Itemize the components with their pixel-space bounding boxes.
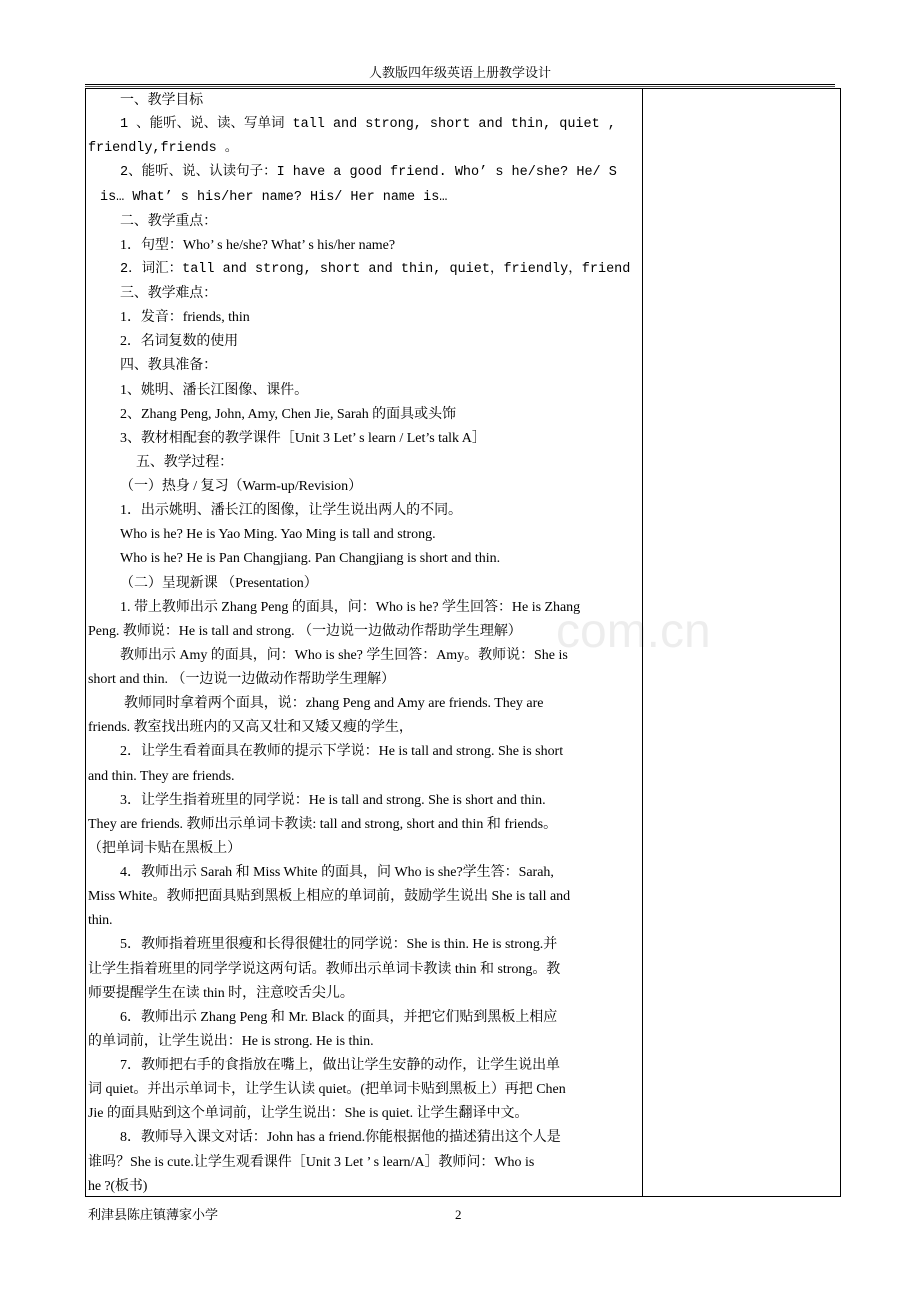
text-line: short and thin. （一边说一边做动作帮助学生理解）: [88, 672, 396, 687]
text-line: he ?(板书): [88, 1178, 148, 1194]
section-heading-objectives: 一、教学目标: [120, 93, 203, 108]
lesson-plan-table: [85, 88, 841, 1197]
text-line: 1. 带上教师出示 Zhang Peng 的面具，问：Who is he? 学生回答：He is Zhang: [120, 599, 581, 615]
text-line: 6．教师出示 Zhang Peng 和 Mr. Black 的面具，并把它们贴到黑板上相应: [120, 1009, 558, 1025]
text-line: 教师出示 Amy 的面具，问：Who is she? 学生回答：Amy。教师说：She is: [120, 647, 568, 663]
text-line: 2、Zhang Peng, John, Amy, Chen Jie, Sarah 的面具或头饰: [120, 406, 457, 422]
footer-page-number: 2: [455, 1207, 462, 1222]
text-line: （把单词卡贴在黑板上）: [88, 840, 241, 856]
text-line: 1．句型：Who’ s he/she? What’ s his/her name?: [120, 237, 396, 253]
text-line: 谁吗？She is cute.让学生观看课件［Unit 3 Let ’ s learn/A］教师问：Who is: [88, 1154, 535, 1170]
text-line: 2．词汇：tall and strong, short and thin, quiet，friendly，friend: [120, 261, 631, 277]
text-line: Miss White。教师把面具贴到黑板上相应的单词前，鼓励学生说出 She is tall and: [88, 889, 571, 905]
text-line: Jie 的面具贴到这个单词前，让学生说出：She is quiet. 让学生翻译中文。: [88, 1106, 529, 1122]
text-line: Peng. 教师说：He is tall and strong. （一边说一边做动作帮助学生理解）: [88, 623, 522, 639]
section-heading-key-points: 二、教学重点：: [120, 213, 217, 229]
text-line: 词 quiet。并出示单词卡，让学生认读 quiet。(把单词卡贴到黑板上）再把 Chen: [88, 1082, 566, 1098]
text-line: and thin. They are friends.: [88, 768, 235, 784]
text-line: 的单词前，让学生说出：He is strong. He is thin.: [88, 1033, 374, 1049]
text-line: 8．教师导入课文对话：John has a friend.你能根据他的描述猜出这个人是: [120, 1130, 561, 1146]
page-header: [0, 64, 920, 82]
text-line: 1、姚明、潘长江图像、课件。: [120, 382, 309, 398]
text-line: 3、教材相配套的教学课件［Unit 3 Let’ s learn / Let’s talk A］: [120, 430, 486, 446]
text-line: 4．教师出示 Sarah 和 Miss White 的面具，问 Who is she?学生答：Sarah,: [120, 865, 554, 880]
text-line: 师要提醒学生在读 thin 时，注意咬舌尖儿。: [88, 985, 354, 1001]
lesson-content-cell: [86, 89, 643, 1196]
subsection-heading-warm-up: （一）热身 / 复习（Warm-up/Revision）: [120, 479, 363, 494]
text-line: 3．让学生指着班里的同学说：He is tall and strong. She is short and thin.: [120, 792, 546, 808]
text-line: 1．出示姚明、潘长江的图像，让学生说出两人的不同。: [120, 503, 462, 519]
header-title: 人教版四年级英语上册教学设计: [368, 65, 551, 80]
text-line: is… What’ s his/her name? His/ Her name is…: [100, 189, 448, 205]
text-line: 2、能听、说、认读句子：I have a good friend. Who’ s he/she? He/ S: [120, 165, 617, 181]
header-rule: [85, 84, 835, 87]
text-line: friendly,friends 。: [88, 141, 239, 157]
section-heading-materials: 四、教具准备：: [120, 358, 217, 374]
section-heading-procedure: 五、教学过程：: [136, 454, 233, 470]
text-line: 5．教师指着班里很瘦和长得很健壮的同学说：She is thin. He is strong.并: [120, 937, 558, 953]
text-line: 2．让学生看着面具在教师的提示下学说：He is tall and strong. She is short: [120, 744, 564, 760]
footer-school-name: 利津县陈庄镇薄家小学: [88, 1207, 219, 1222]
text-line: Who is he? He is Pan Changjiang. Pan Changjiang is short and thin.: [120, 551, 501, 567]
notes-cell: [643, 89, 840, 1196]
text-line: thin.: [88, 913, 113, 929]
watermark: com.cn: [556, 605, 711, 658]
text-line: 1．发音：friends, thin: [120, 310, 250, 326]
text-line: 1 、能听、说、读、写单词 tall and strong, short and thin, quiet ,: [120, 117, 616, 133]
text-line: 2．名词复数的使用: [120, 334, 239, 350]
text-line: 让学生指着班里的同学学说这两句话。教师出示单词卡教读 thin 和 strong。教: [88, 961, 561, 977]
subsection-heading-presentation: （二）呈现新课 （Presentation）: [120, 575, 318, 591]
text-line: 教师同时拿着两个面具，说：zhang Peng and Amy are friends. They are: [124, 696, 544, 712]
text-line: Who is he? He is Yao Ming. Yao Ming is tall and strong.: [120, 527, 436, 543]
section-heading-difficulties: 三、教学难点：: [120, 286, 217, 301]
text-line: 7．教师把右手的食指放在嘴上，做出让学生安静的动作，让学生说出单: [120, 1058, 561, 1073]
text-line: friends. 教室找出班内的又高又壮和又矮又瘦的学生，: [88, 720, 413, 736]
text-line: They are friends. 教师出示单词卡教读: tall and strong, short and thin 和 friends。: [88, 816, 558, 832]
